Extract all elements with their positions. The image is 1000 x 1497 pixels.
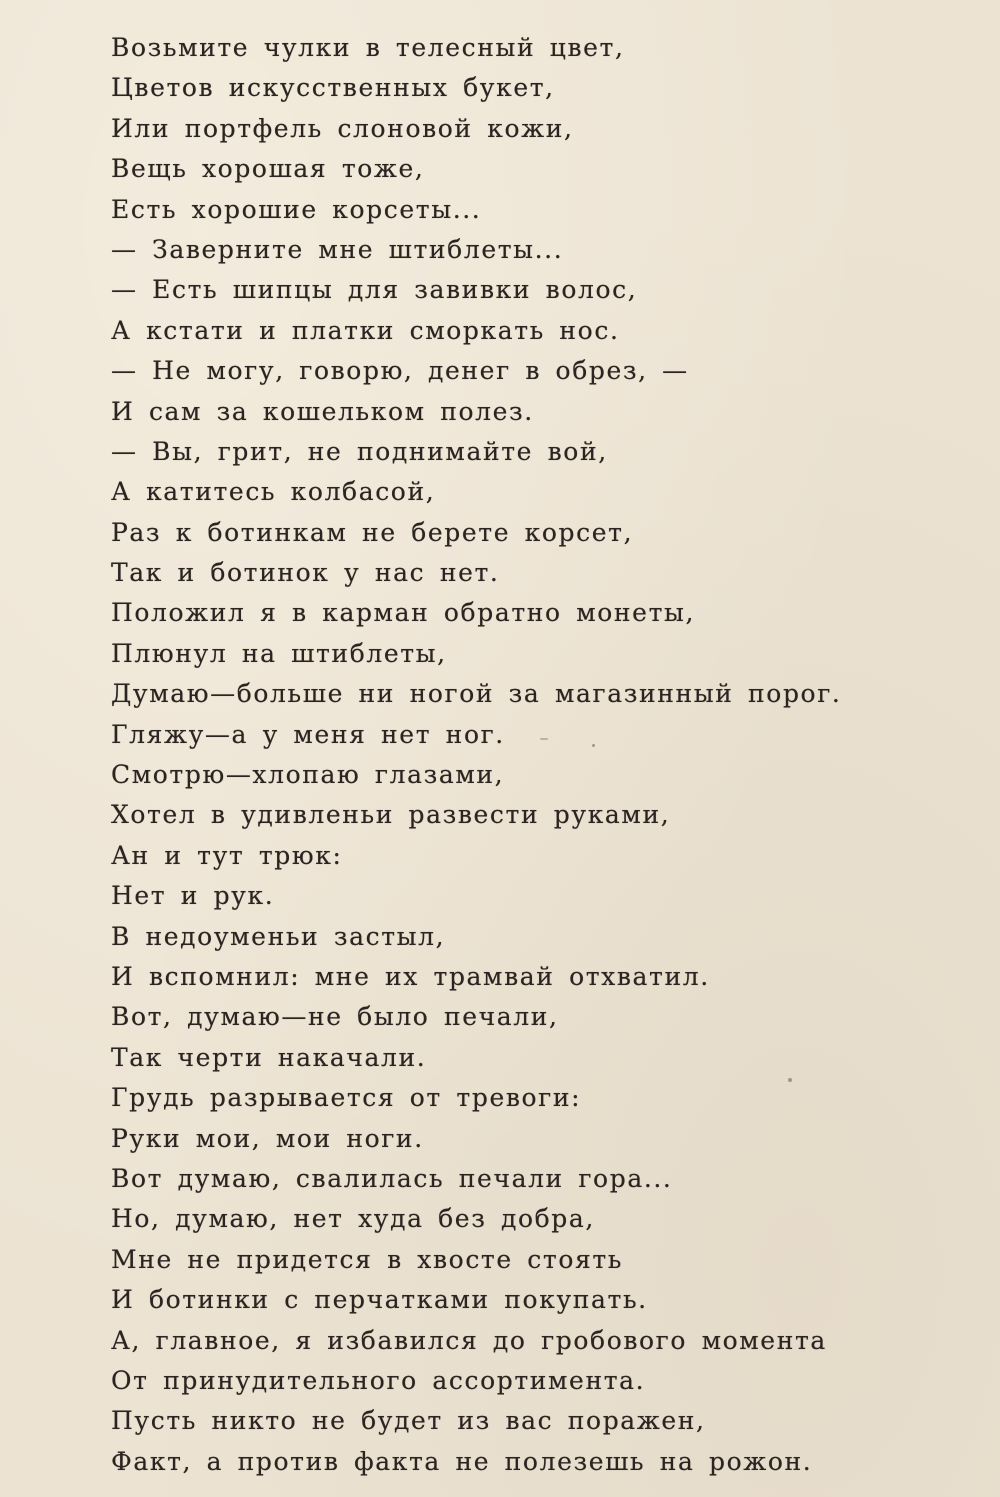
- paper-speck: [592, 744, 595, 747]
- poem-line: Вот думаю, свалилась печали гора...: [111, 1163, 673, 1193]
- poem-line: От принудительного ассортимента.: [111, 1365, 646, 1395]
- poem-line: И вспомнил: мне их трамвай отхватил.: [111, 961, 710, 991]
- poem-line: И сам за кошельком полез.: [111, 396, 534, 426]
- poem-line: — Есть шипцы для завивки волос,: [111, 275, 638, 305]
- poem-line: — Заверните мне штиблеты...: [111, 234, 564, 264]
- poem-line: В недоуменьи застыл,: [111, 921, 446, 951]
- poem-line: Хотел в удивленьи развести руками,: [111, 800, 671, 830]
- paper-speck: [540, 738, 548, 740]
- poem-line: Раз к ботинкам не берете корсет,: [111, 517, 634, 547]
- paper-speck: [788, 1078, 792, 1082]
- poem-line: Вещь хорошая тоже,: [111, 154, 425, 184]
- poem-line: Возьмите чулки в телесный цвет,: [111, 33, 625, 62]
- poem-line: — Не могу, говорю, денег в обрез, —: [111, 356, 689, 386]
- poem-line: Ан и тут трюк:: [111, 840, 343, 870]
- poem-line: Факт, а против факта не полезешь на рожон.: [111, 1446, 813, 1476]
- poem-line: Положил я в карман обратно монеты,: [111, 598, 696, 628]
- poem-line: Вот, думаю—не было печали,: [111, 1002, 559, 1032]
- poem-line: Так и ботинок у нас нет.: [111, 558, 500, 588]
- poem-text: [111, 28, 971, 1482]
- poem-line: — Вы, грит, не поднимайте вой,: [111, 436, 608, 466]
- poem-line: Нет и рук.: [111, 881, 275, 911]
- poem-line: Руки мои, мои ноги.: [111, 1123, 424, 1153]
- poem-line: Плюнул на штиблеты,: [111, 638, 447, 668]
- poem-line: Смотрю—хлопаю глазами,: [111, 760, 505, 790]
- poem-line: Мне не придется в хвосте стоять: [111, 1244, 623, 1274]
- poem-line: Или портфель слоновой кожи,: [111, 113, 574, 143]
- poem-line: Цветов искусственных букет,: [111, 73, 555, 103]
- poem-line: И ботинки с перчатками покупать.: [111, 1285, 648, 1315]
- poem-line: Гляжу—а у меня нет ног.: [111, 719, 505, 749]
- poem-line: А катитесь колбасой,: [111, 477, 436, 507]
- poem-line: Есть хорошие корсеты...: [111, 194, 482, 224]
- poem-line: А кстати и платки сморкать нос.: [111, 315, 620, 345]
- poem-line: Думаю—больше ни ногой за магазинный порог.: [111, 679, 842, 709]
- poem-line: А, главное, я избавился до гробового момента: [111, 1325, 827, 1355]
- poem-line: Пусть никто не будет из вас поражен,: [111, 1406, 706, 1436]
- poem-line: Так черти накачали.: [111, 1042, 427, 1072]
- poem-line: Но, думаю, нет худа без добра,: [111, 1204, 595, 1234]
- poem-line: Грудь разрывается от тревоги:: [111, 1083, 582, 1113]
